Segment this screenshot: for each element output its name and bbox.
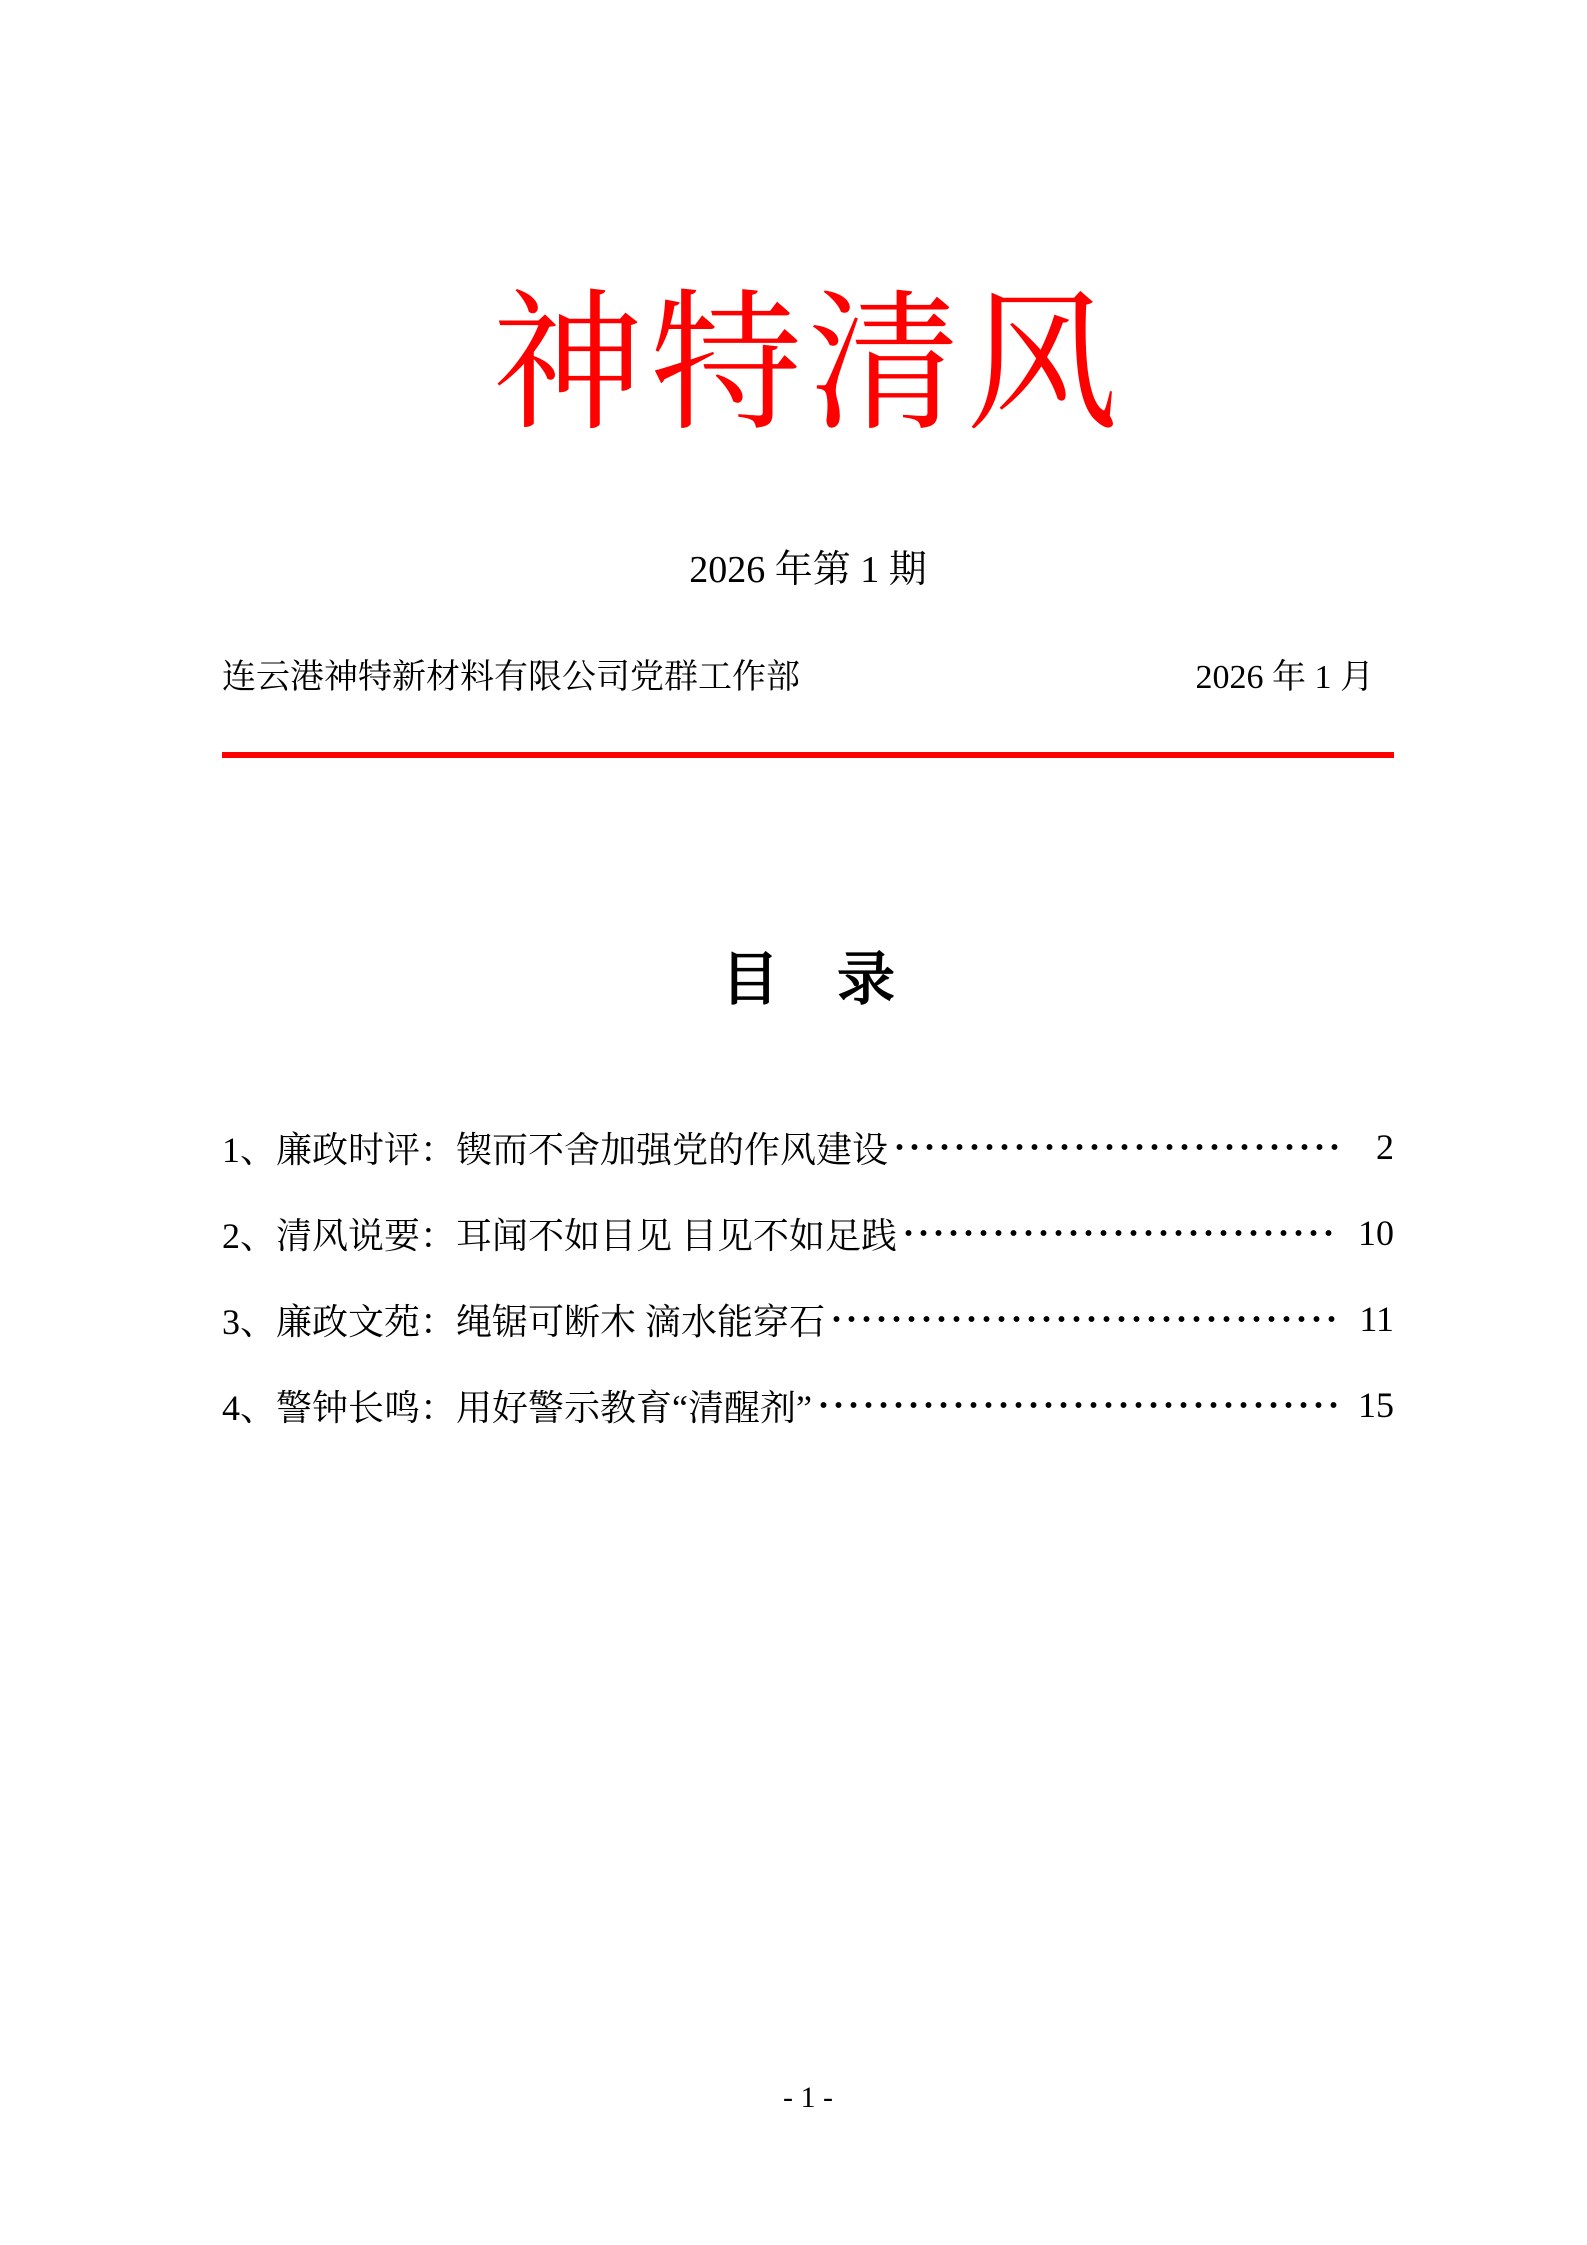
toc-entry-label: 3、廉政文苑：绳锯可断木 滴水能穿石 bbox=[222, 1301, 826, 1342]
page-number-footer: - 1 - bbox=[783, 2081, 833, 2114]
masthead-title: 神特清风 bbox=[492, 281, 1124, 449]
toc-page-number: 2 bbox=[1376, 1127, 1394, 1167]
toc-entry bbox=[222, 1104, 1394, 1190]
toc-page-number: 11 bbox=[1359, 1299, 1394, 1339]
toc-list bbox=[222, 1104, 1394, 1448]
toc-entry bbox=[222, 1276, 1394, 1362]
toc-dot-leader bbox=[816, 1387, 1338, 1423]
toc-entry bbox=[222, 1362, 1394, 1448]
toc-dot-leader bbox=[829, 1301, 1338, 1337]
toc-heading: 目 录 bbox=[720, 947, 895, 1012]
toc-dot-leader bbox=[892, 1129, 1338, 1165]
toc-entry bbox=[222, 1190, 1394, 1276]
toc-page-number: 10 bbox=[1358, 1213, 1394, 1253]
toc-entry-label: 4、警钟长鸣：用好警示教育“清醒剂” bbox=[222, 1387, 812, 1428]
publisher-row bbox=[222, 658, 1394, 699]
issue-number: 2026 年第 1 期 bbox=[689, 549, 927, 591]
toc-dot-leader bbox=[901, 1215, 1338, 1251]
issue-date: 2026 年 1 月 bbox=[1195, 659, 1374, 696]
red-divider-rule bbox=[222, 752, 1394, 758]
publisher-name: 连云港神特新材料有限公司党群工作部 bbox=[222, 659, 800, 696]
toc-entry-label: 1、廉政时评：锲而不舍加强党的作风建设 bbox=[222, 1129, 889, 1170]
toc-entry-label: 2、清风说要：耳闻不如目见 目见不如足践 bbox=[222, 1215, 898, 1256]
toc-page-number: 15 bbox=[1358, 1385, 1394, 1425]
